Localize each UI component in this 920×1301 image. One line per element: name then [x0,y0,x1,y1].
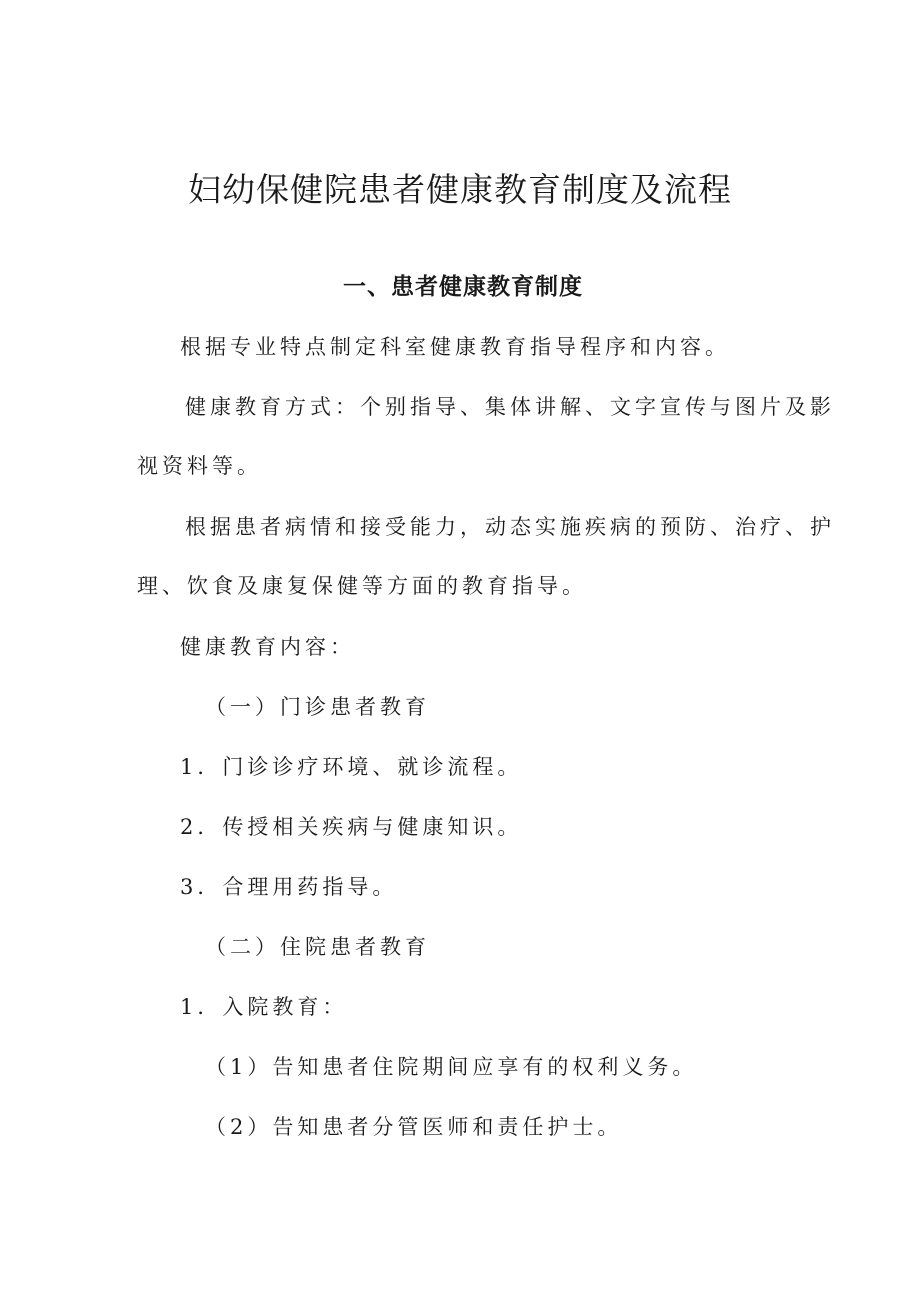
inpatient-subitem-1: （1）告知患者住院期间应享有的权利义务。 [205,1055,698,1079]
inpatient-subitem-2: （2）告知患者分管医师和责任护士。 [205,1115,623,1139]
outpatient-item-3: 3．合理用药指导。 [180,875,398,899]
paragraph-guidance-line1: 根据患者病情和接受能力，动态实施疾病的预防、治疗、护 [185,515,835,539]
outpatient-heading: （一）门诊患者教育 [205,695,430,719]
outpatient-item-2: 2．传授相关疾病与健康知识。 [180,815,523,839]
paragraph-methods-line1: 健康教育方式：个别指导、集体讲解、文字宣传与图片及影 [185,395,835,419]
content-label: 健康教育内容： [180,635,355,659]
outpatient-item-1: 1．门诊诊疗环境、就诊流程。 [180,755,523,779]
paragraph-specialty: 根据专业特点制定科室健康教育指导程序和内容。 [180,335,730,359]
inpatient-heading: （二）住院患者教育 [205,935,430,959]
document-title: 妇幼保健院患者健康教育制度及流程 [188,170,732,209]
paragraph-methods-line2: 视资料等。 [137,454,262,478]
section-heading: 一、患者健康教育制度 [343,274,583,300]
paragraph-guidance-line2: 理、饮食及康复保健等方面的教育指导。 [137,574,587,598]
inpatient-admission: 1．入院教育： [180,995,348,1019]
